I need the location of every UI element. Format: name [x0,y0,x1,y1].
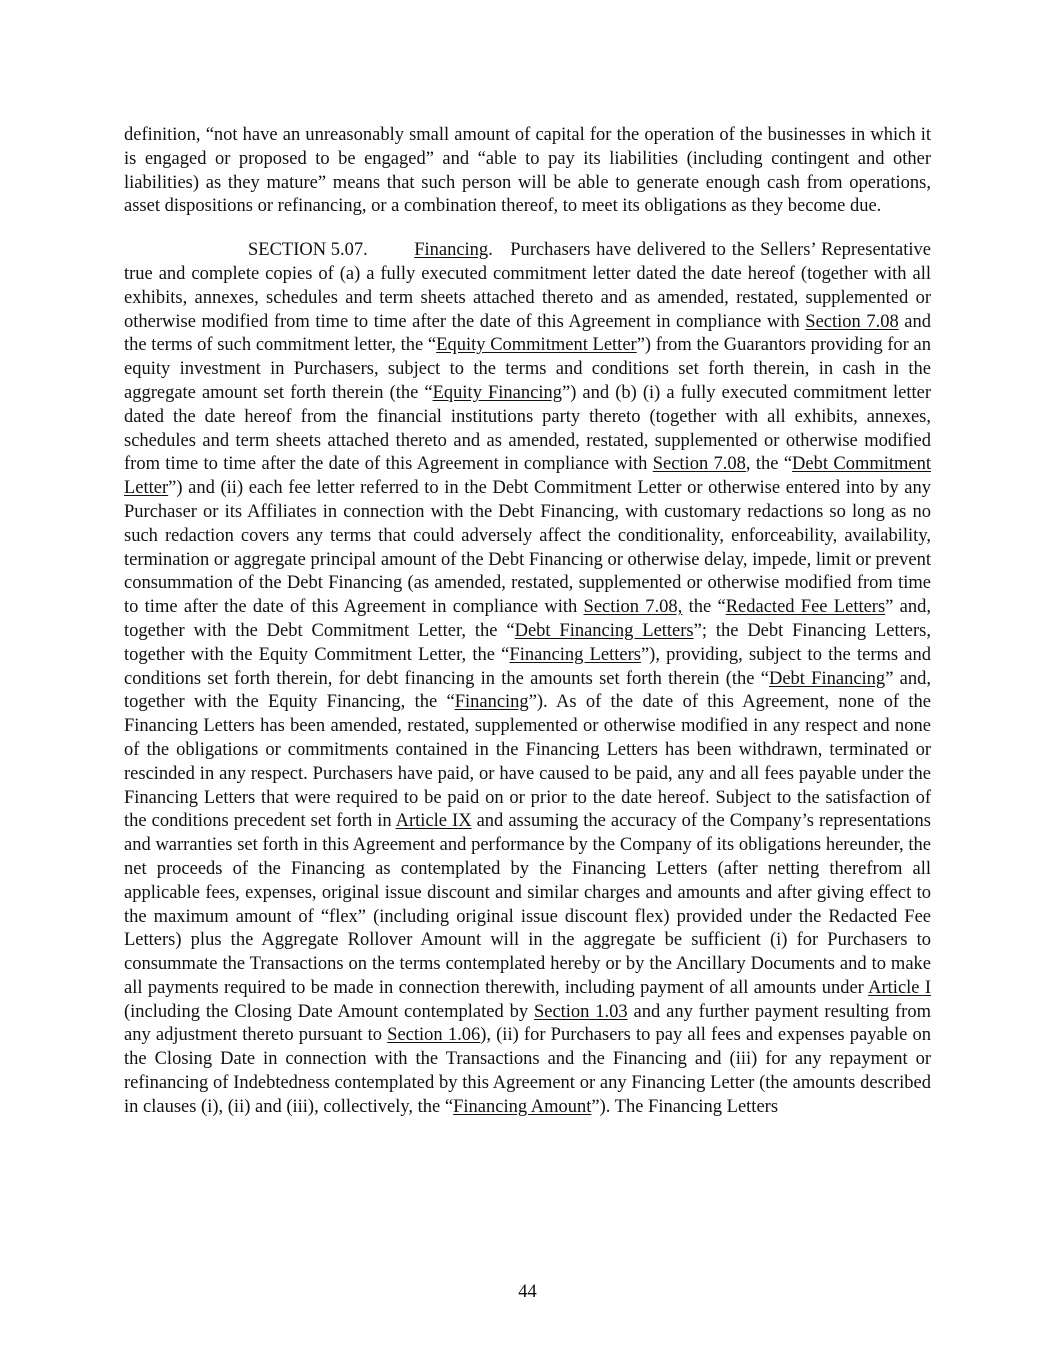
article-reference: Article I [868,977,931,998]
section-text: and assuming the accuracy of the Company’s representations and warranties set forth in this Agreement and performance by the Company of its obligations hereunder, the net proceeds of the Financing as contemplated by the Financing Letters (after netting therefrom all applicable fees, expenses, original issue discount and similar charges and amounts and after giving effect to the maximum amount of “flex” (including original issue discount flex) provided under the Redacted Fee Letters) plus the Aggregate Rollover Amount will in the aggregate be sufficient (i) for Purchasers to consummate the Transactions on the terms contemplated hereby or by the Ancillary Documents and to make all payments required to be made in connection therewith, including payment of all amounts under [124,811,931,998]
section-text: and any further payment resulting from any adjustment thereto pursuant to [124,1001,931,1046]
section-text: the “ [682,597,726,618]
section-text: , the “ [745,454,793,475]
section-reference: Section 7.08, [583,597,683,618]
section-text: ” and, together with the Debt Commitment Letter, the “ [124,597,932,641]
section-text: Purchasers have delivered to the Sellers’ Representative true and complete copies of (a) a fully executed commitment letter dated the date hereof (together with all exhibits, annexes, schedules and term sheets attached thereto and as amended, restated, supplemented or otherwise modified from time to time after the date of this Agreement in compliance with [124,240,932,332]
defined-term: Financing Letters [509,644,641,665]
section-text: ” and, together with the Equity Financing, the “ [124,668,931,713]
section-text: ”) and (b) (i) a fully executed commitment letter dated the date hereof from the financial institutions party thereto (together with all exhibits, annexes, schedules and term sheets attached thereto and as amended, restated, supplemented or otherwise modified from time to time after the date of this Agreement in compliance with [124,382,931,475]
section-text: ”) from the Guarantors providing for an equity investment in Purchasers, subject to the terms and conditions set forth therein, in cash in the aggregate amount set forth therein (the “ [124,335,932,403]
defined-term: Debt Financing Letters [514,620,694,641]
section-text: ”; the Debt Financing Letters, together with the Equity Commitment Letter, the “ [124,620,931,665]
heading-punctuation: . [488,240,493,261]
defined-term: Debt Financing [768,668,886,689]
section-number: SECTION 5.07. [248,240,368,261]
page-number: 44 [518,1282,537,1302]
section-text: ”), providing, subject to the terms and conditions set forth therein, for debt financing in the amounts set forth therein (the “ [124,644,931,689]
defined-term: Equity Commitment Letter [436,335,637,356]
continuation-paragraph: definition, “not have an unreasonably small amount of capital for the operation of the businesses in which it is engaged or proposed to be engaged” and “able to pay its liabilities (including contingent and other liabilities) as they mature” means that such person will be able to generate enough cash from operations, asset dispositions or refinancing, or a combination thereof, to meet its obligations as they become due. [124,125,931,217]
section-heading: Financing [414,240,489,261]
defined-term: Financing Amount [453,1096,592,1117]
section-text: and the terms of such commitment letter, the “ [124,311,931,356]
section-text: ”). The Financing Letters [591,1096,779,1117]
defined-term: Financing [454,692,529,713]
section-reference: Section 1.06 [387,1025,481,1046]
section-text: ”). As of the date of this Agreement, none of the Financing Letters has been amended, restated, supplemented or otherwise modified in any respect and none of the obligations or commitments contained in the Financing Letters has been withdrawn, terminated or rescinded in any respect. Purchasers have paid, or have caused to be paid, any and all fees payable under the Financing Letters that were required to be paid on or prior to the date hereof. Subject to the satisfaction of the conditions precedent set forth in [124,692,931,832]
section-reference: Section 7.08 [652,454,746,475]
section-text: (including the Closing Date Amount contemplated by [124,1001,534,1022]
document-page [124,124,931,1120]
section-text: ”) and (ii) each fee letter referred to in the Debt Commitment Letter or otherwise entered into by any Purchaser or its Affiliates in connection with the Debt Financing, with customary redactions so long as no such redaction covers any terms that could adversely affect the conditionality, enforceability, availability, termination or aggregate principal amount of the Debt Financing or otherwise delay, impede, limit or prevent consummation of the Debt Financing (as amended, restated, supplemented or otherwise modified from time to time after the date of this Agreement in compliance with [124,478,931,618]
defined-term: Redacted Fee Letters [725,597,886,618]
section-5-07-paragraph [124,239,931,1119]
defined-term: Debt Commitment Letter [124,454,931,499]
defined-term: Equity Financing [432,382,562,403]
section-reference: Section 7.08 [805,311,899,332]
section-reference: Section 1.03 [533,1001,628,1022]
article-reference: Article IX [395,811,472,832]
section-text: ), (ii) for Purchasers to pay all fees and expenses payable on the Closing Date in connection with the Transactions and the Financing and (iii) for any repayment or refinancing of Indebtedness contemplated by this Agreement or any Financing Letter (the amounts described in clauses (i), (ii) and (iii), collectively, the “ [124,1025,931,1117]
